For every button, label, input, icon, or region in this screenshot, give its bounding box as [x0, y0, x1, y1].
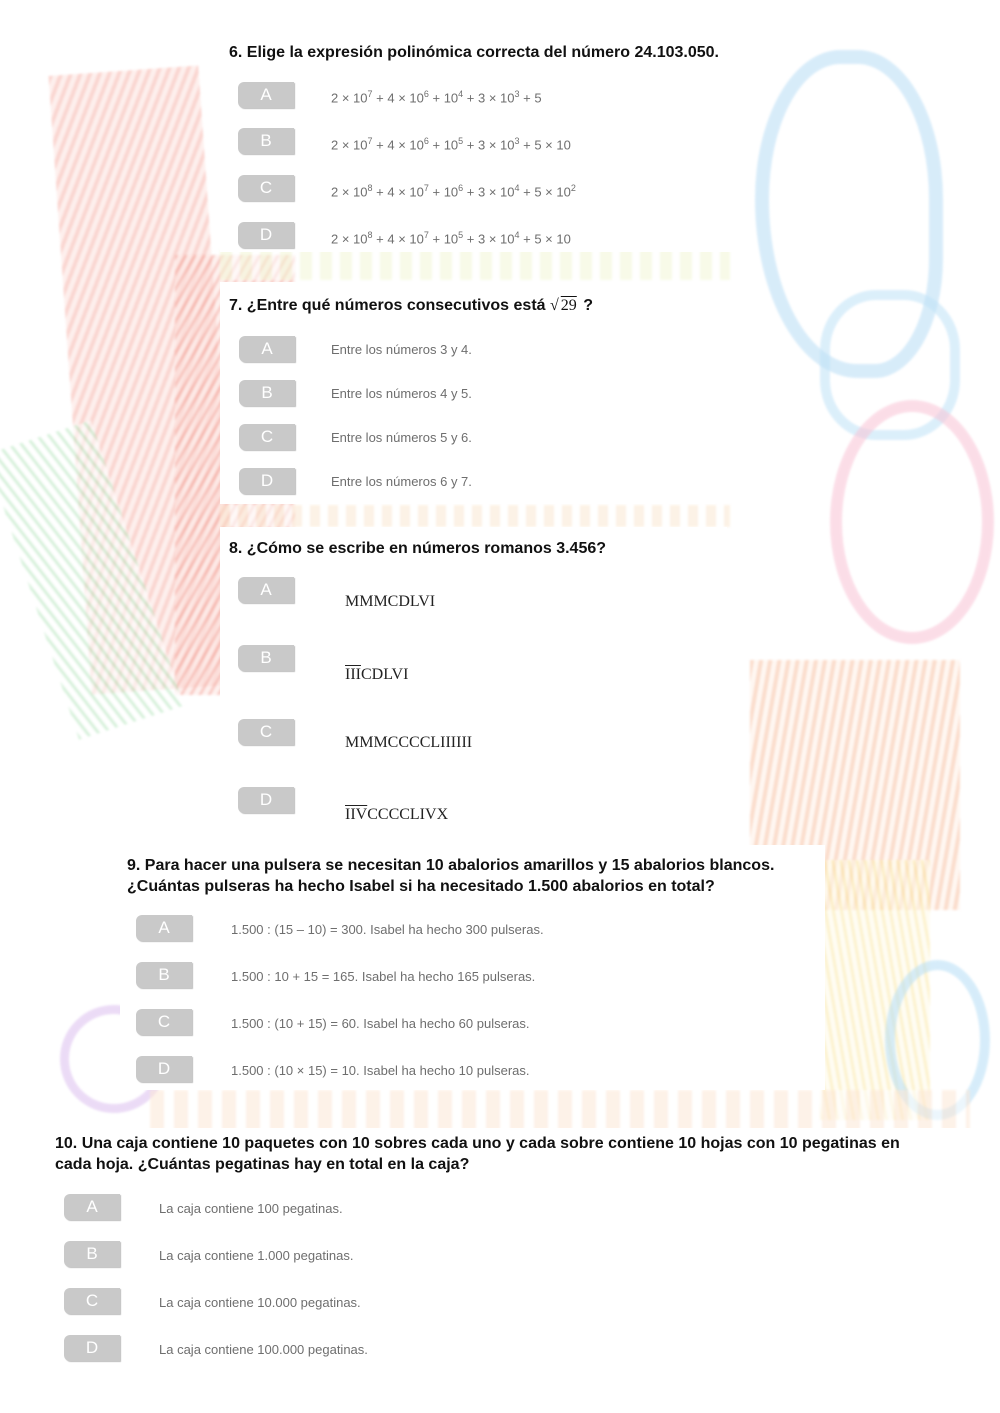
option-expression: $2 \times 10^7 + 4 \times 10^6 + 10^4 + 3 \times 10^3 + 5$	[331, 89, 542, 106]
option-expression: $2 \times 10^8 + 4 \times 10^7 + 10^5 + 3 \times 10^4 + 5 \times 10$	[331, 230, 571, 247]
option-letter-badge[interactable]: D	[239, 468, 295, 494]
question-6-title: 6. Elige la expresión polinómica correcta del número 24.103.050.	[229, 44, 719, 61]
option-letter-badge[interactable]: D	[136, 1056, 192, 1082]
option-letter-badge[interactable]: C	[136, 1009, 192, 1035]
option-roman-numeral: $\overline{III}CDLVI$	[345, 666, 409, 683]
option-letter-badge[interactable]: D	[238, 787, 294, 813]
option-letter-badge[interactable]: B	[136, 962, 192, 988]
option-text: Entre los números 5 y 6.	[331, 430, 472, 445]
option-text: Entre los números 6 y 7.	[331, 474, 472, 489]
option-text: 1.500 : (15 – 10) = 300. Isabel ha hecho 300 pulseras.	[231, 922, 544, 937]
option-letter-badge[interactable]: B	[239, 380, 295, 406]
option-letter-badge[interactable]: D	[238, 222, 294, 248]
crayon-strip-decoration	[220, 505, 730, 527]
option-letter-badge[interactable]: A	[239, 336, 295, 362]
question-9-title-line-1: 9. Para hacer una pulsera se necesitan 10 abalorios amarillos y 15 abalorios blancos.	[127, 857, 775, 874]
option-expression: $2 \times 10^8 + 4 \times 10^7 + 10^6 + 3 \times 10^4 + 5 \times 10^2$	[331, 183, 576, 200]
crayon-number-decoration	[830, 400, 994, 644]
option-text: 1.500 : (10 + 15) = 60. Isabel ha hecho 60 pulseras.	[231, 1016, 530, 1031]
question-10-title-line-2: cada hoja. ¿Cuántas pegatinas hay en total en la caja?	[55, 1156, 470, 1173]
option-expression: $2 \times 10^7 + 4 \times 10^6 + 10^5 + 3 \times 10^3 + 5 \times 10$	[331, 136, 571, 153]
option-text: Entre los números 3 y 4.	[331, 342, 472, 357]
option-text: La caja contiene 10.000 pegatinas.	[159, 1295, 361, 1310]
option-text: La caja contiene 100 pegatinas.	[159, 1201, 343, 1216]
option-roman-numeral: MMMCDLVI	[345, 593, 436, 610]
question-panel	[220, 527, 727, 835]
question-8-title: 8. ¿Cómo se escribe en números romanos 3.456?	[229, 540, 607, 557]
crayon-strip-decoration	[220, 250, 730, 280]
option-letter-badge[interactable]: C	[64, 1288, 120, 1314]
option-text: La caja contiene 1.000 pegatinas.	[159, 1248, 354, 1263]
question-10-title-line-1: 10. Una caja contiene 10 paquetes con 10 sobres cada uno y cada sobre contiene 10 hojas con 10 pegatinas en	[55, 1135, 900, 1152]
option-letter-badge[interactable]: A	[238, 577, 294, 603]
question-7-title	[229, 295, 593, 316]
option-text: 1.500 : 10 + 15 = 165. Isabel ha hecho 165 pulseras.	[231, 969, 536, 984]
option-letter-badge[interactable]: B	[64, 1241, 120, 1267]
option-letter-badge[interactable]: B	[238, 128, 294, 154]
question-9-title-line-2: ¿Cuántas pulseras ha hecho Isabel si ha necesitado 1.500 abalorios en total?	[127, 878, 715, 895]
option-letter-badge[interactable]: D	[64, 1335, 120, 1361]
radicand: 29	[560, 297, 577, 314]
option-text: La caja contiene 100.000 pegatinas.	[159, 1342, 368, 1357]
option-roman-numeral: $\overline{IIV}CCCCLIVX$	[345, 806, 449, 823]
option-letter-badge[interactable]: C	[239, 424, 295, 450]
option-text: 1.500 : (10 × 15) = 10. Isabel ha hecho 10 pulseras.	[231, 1063, 530, 1078]
option-roman-numeral: MMMCCCCLIIIIII	[345, 734, 473, 751]
option-letter-badge[interactable]: C	[238, 719, 294, 745]
option-letter-badge[interactable]: A	[238, 82, 294, 108]
question-7-text: 7. ¿Entre qué números consecutivos está	[229, 297, 546, 314]
option-letter-badge[interactable]: A	[64, 1194, 120, 1220]
crayon-strip-decoration	[150, 1090, 970, 1130]
question-mark: ?	[583, 297, 594, 314]
option-letter-badge[interactable]: C	[238, 175, 294, 201]
option-letter-badge[interactable]: A	[136, 915, 192, 941]
option-letter-badge[interactable]: B	[238, 645, 294, 671]
square-root-expression: √ 29	[550, 297, 577, 314]
option-text: Entre los números 4 y 5.	[331, 386, 472, 401]
